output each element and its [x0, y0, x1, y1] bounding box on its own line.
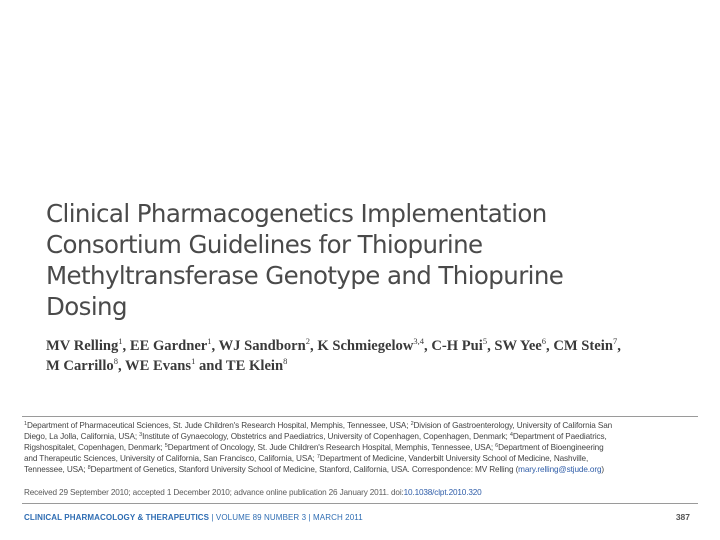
affiliation-text: Department of Paediatrics,	[512, 431, 607, 441]
affiliation-text: Institute of Gynaecology, Obstetrics and Paediatrics, University of Copenhagen, Copenhagen, Denmark;	[142, 431, 510, 441]
author-line-2	[46, 356, 686, 376]
author-affiliation-mark: 2	[305, 336, 311, 346]
author-name: K Schmiegelow	[317, 338, 414, 354]
author-name: C-H Pui	[431, 338, 483, 354]
author-line-1	[46, 336, 686, 356]
author-name: M Carrillo	[46, 358, 114, 374]
author-affiliation-mark: 1	[118, 336, 123, 346]
author-name: WJ Sandborn	[218, 338, 306, 354]
affiliation-mark: 8	[87, 464, 91, 471]
page-number: 387	[675, 512, 690, 522]
author-name: TE Klein	[225, 358, 284, 374]
received-dates	[24, 487, 700, 498]
title-line: Dosing	[46, 292, 127, 321]
affiliation-text: Tennessee, USA;	[24, 464, 88, 474]
affiliation-mark: 7	[316, 453, 320, 460]
affiliation-text: Diego, La Jolla, California, USA;	[24, 431, 140, 441]
author-affiliation-mark: 8	[113, 356, 118, 366]
affiliation-text: Division of Gastroenterology, University of California San	[413, 421, 613, 430]
author-affiliation-mark: 5	[482, 336, 488, 346]
author-separator: ,	[117, 358, 125, 374]
affiliation-text: Department of Oncology, St. Jude Children's Research Hospital, Memphis, Tennessee, USA;	[167, 442, 496, 452]
author-separator: ,	[310, 338, 318, 354]
correspondence-email-link[interactable]: mary.relling@stjude.org	[518, 464, 602, 474]
article-title	[46, 198, 666, 322]
affiliation-mark: 2	[410, 421, 414, 427]
affiliation-mark: 1	[24, 421, 27, 427]
author-separator: and	[195, 358, 226, 374]
author-name: MV Relling	[46, 338, 119, 354]
footer-divider	[22, 503, 698, 504]
affiliation-mark: 5	[164, 442, 168, 449]
affiliation-text: Department of Pharmaceutical Sciences, St. Jude Children's Research Hospital, Memphis, Tennessee, USA;	[26, 421, 411, 430]
journal-name: CLINICAL PHARMACOLOGY & THERAPEUTICS	[24, 513, 210, 522]
author-separator: ,	[424, 338, 432, 354]
title-line: Consortium Guidelines for Thiopurine	[46, 230, 483, 259]
title-line: Methyltransferase Genotype and Thiopurine	[46, 261, 564, 290]
journal-issue: | VOLUME 89 NUMBER 3 | MARCH 2011	[209, 513, 363, 522]
author-affiliation-mark: 1	[207, 336, 212, 346]
journal-footer	[24, 513, 700, 523]
author-separator: ,	[122, 338, 130, 354]
affiliation-line	[24, 443, 700, 454]
affiliations	[24, 421, 700, 476]
author-affiliation-mark: 8	[283, 356, 288, 366]
author-separator: ,	[487, 338, 495, 354]
received-text: Received 29 September 2010; accepted 1 December 2010; advance online publication 26 January 2011. doi:	[24, 488, 404, 497]
author-separator: ,	[546, 338, 554, 354]
author-separator: ,	[617, 338, 621, 354]
affiliation-text: Department of Genetics, Stanford University School of Medicine, Stanford, California, USA. Correspondence: MV Relling (	[90, 464, 519, 474]
author-name: EE Gardner	[129, 338, 208, 354]
author-affiliation-mark: 7	[612, 336, 618, 346]
affiliation-line	[24, 432, 700, 443]
affiliation-line	[24, 454, 700, 465]
affiliation-mark: 3	[139, 431, 143, 438]
author-name: SW Yee	[494, 338, 542, 354]
author-affiliation-mark: 1	[191, 356, 196, 366]
affiliation-text: and Therapeutic Sciences, University of California, San Francisco, California, USA;	[24, 453, 317, 463]
author-separator: ,	[211, 338, 219, 354]
affiliation-mark: 4	[509, 431, 513, 438]
affiliation-text: Department of Medicine, Vanderbilt University School of Medicine, Nashville,	[319, 453, 589, 463]
affiliation-mark: 6	[495, 442, 499, 449]
affiliation-divider	[22, 416, 698, 417]
author-list	[46, 336, 686, 376]
doi-link[interactable]: 10.1038/clpt.2010.320	[403, 488, 482, 497]
affiliation-line: Tennessee, USA; $^8$Department of Genetics, Stanford University School of Medicine, Stanford, California, USA. Correspondence: MV Relling (mary.relling@stjude.org)	[24, 464, 604, 474]
author-name: CM Stein	[553, 338, 613, 354]
author-affiliation-mark: 3,4	[413, 336, 425, 346]
affiliation-text: Rigshospitalet, Copenhagen, Denmark;	[24, 442, 165, 452]
author-name: WE Evans	[124, 358, 192, 374]
affiliation-line	[24, 421, 700, 432]
affiliation-text: Department of Bioengineering	[498, 442, 604, 452]
title-line: Clinical Pharmacogenetics Implementation	[46, 199, 547, 228]
author-affiliation-mark: 6	[541, 336, 547, 346]
